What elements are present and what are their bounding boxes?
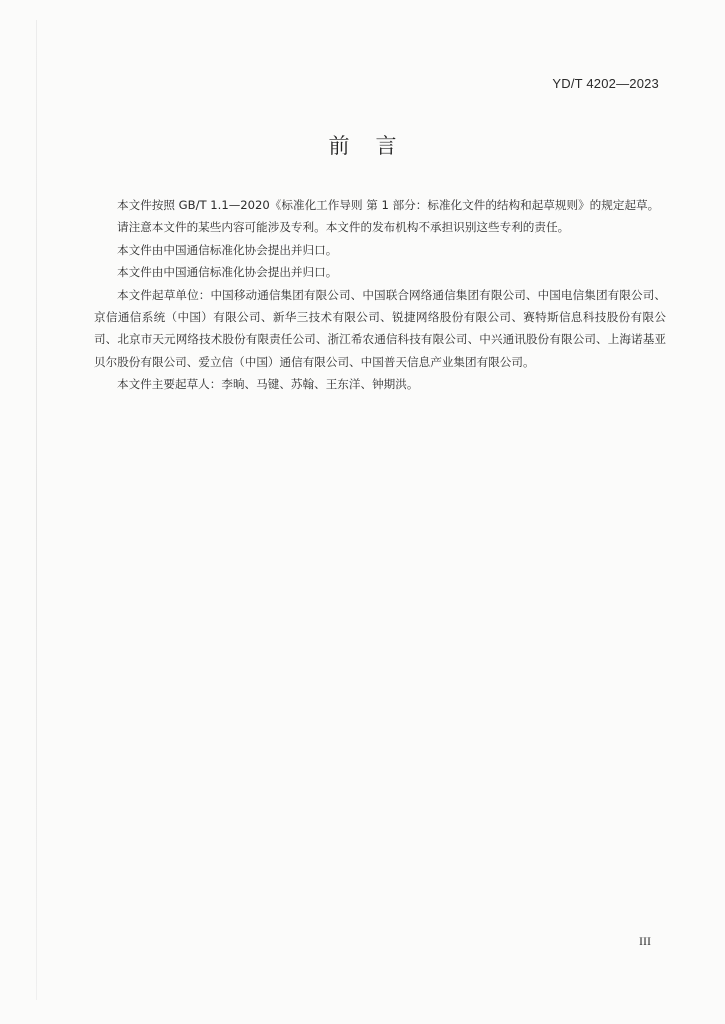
scan-edge-line	[36, 20, 37, 1000]
page-number: III	[639, 934, 651, 948]
foreword-body	[94, 194, 666, 396]
paragraph-patent-notice: 请注意本文件的某些内容可能涉及专利。本文件的发布机构不承担识别这些专利的责任。	[117, 220, 570, 235]
page-title: 前言	[328, 134, 423, 158]
document-code: YD/T 4202—2023	[552, 76, 659, 91]
paragraph-drafting-rules: 本文件按照 GB/T 1.1—2020《标准化工作导则 第 1 部分：标准化文件的结构和起草规则》的规定起草。	[117, 198, 660, 212]
paragraph-proposer-repeat: 本文件由中国通信标准化协会提出并归口。	[117, 265, 338, 280]
paragraph-proposer: 本文件由中国通信标准化协会提出并归口。	[117, 242, 338, 257]
paragraph-drafting-units: 本文件起草单位：中国移动通信集团有限公司、中国联合网络通信集团有限公司、中国电信集团有限公司、京信通信系统（中国）有限公司、新华三技术有限公司、锐捷网络股份有限公司、赛特斯信息科技股份有限公司、北京市天元网络技术股份有限责任公司、浙江希农通信科技有限公司、中兴通讯股份有限公司、上海诺基亚贝尔股份有限公司、爱立信（中国）通信有限公司、中国普天信息产业集团有限公司。	[94, 287, 666, 369]
paragraph-main-drafters: 本文件主要起草人：李晌、马键、苏翰、王东洋、钟期洪。	[117, 377, 419, 392]
